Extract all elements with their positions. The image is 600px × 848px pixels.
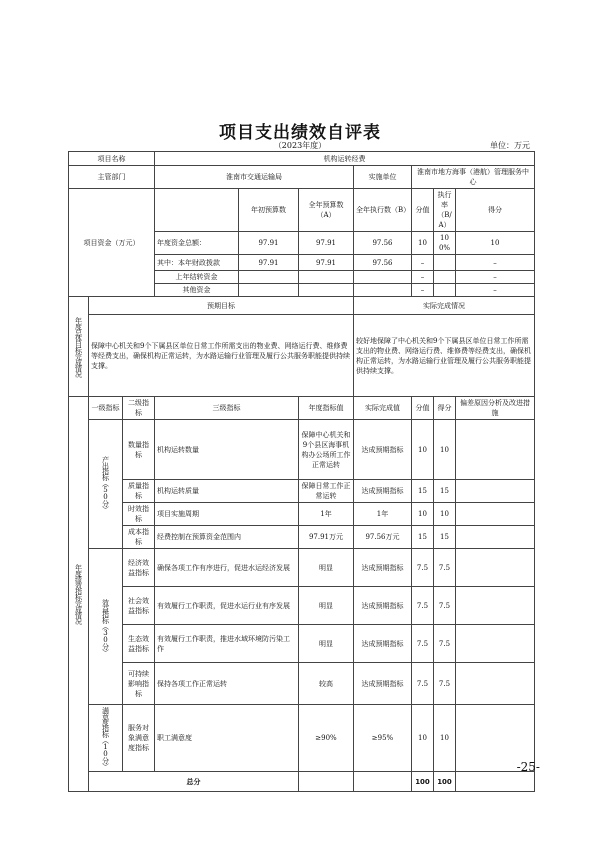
- funds-row-name: 年度资金总额：: [155, 232, 239, 255]
- perf-target: 97.91万元: [299, 526, 354, 549]
- perf-val: 15: [412, 480, 434, 503]
- perf-actual: 达成预期指标: [354, 420, 412, 480]
- perf-target: ≥90%: [299, 705, 354, 772]
- perf-level2: 服务对象满意度指标: [123, 705, 155, 772]
- perf-label: 年度绩效指标完成情况: [69, 397, 89, 792]
- funds-row-score: –: [456, 271, 535, 284]
- funds-row-exec: 97.56: [354, 232, 412, 255]
- evaluation-table: [68, 151, 535, 792]
- perf-header-notes: 偏差原因分析及改进措施: [456, 397, 535, 420]
- perf-val: 10: [412, 705, 434, 772]
- perf-level3: 项目实施周期: [155, 503, 299, 526]
- perf-header-level2: 二级指标: [123, 397, 155, 420]
- funds-row-score: –: [456, 284, 535, 297]
- perf-header-target: 年度指标值: [299, 397, 354, 420]
- funds-row-score: –: [456, 255, 535, 271]
- funds-row-budget: [299, 284, 354, 297]
- funds-header-exec: 全年执行数（B）: [354, 189, 412, 232]
- perf-actual: 达成预期指标: [354, 480, 412, 503]
- perf-header-score: 得分: [434, 397, 456, 420]
- perf-level3: 职工满意度: [155, 705, 299, 772]
- funds-row-init: [239, 284, 299, 297]
- perf-val: 7.5: [412, 625, 434, 663]
- project-name-label: 项目名称: [69, 152, 155, 166]
- perf-target: 保障中心机关和9个县区海事机构办公场所工作正常运转: [299, 420, 354, 480]
- perf-notes: [456, 526, 535, 549]
- funds-row-exec: [354, 284, 412, 297]
- year-label: （2023年度）: [273, 141, 327, 150]
- perf-level1: 效益指标（30分）: [89, 549, 123, 705]
- perf-level3: 机构运转质量: [155, 480, 299, 503]
- funds-row-val: –: [412, 284, 434, 297]
- perf-header-actual: 实际完成值: [354, 397, 412, 420]
- project-name-value: 机构运转经费: [155, 152, 535, 166]
- funds-row-exec: [354, 271, 412, 284]
- perf-notes: [456, 663, 535, 705]
- perf-level2: 质量指标: [123, 480, 155, 503]
- perf-header-level1: 一级指标: [89, 397, 123, 420]
- funds-row-name: 其他资金: [155, 284, 239, 297]
- perf-level2: 社会效益指标: [123, 587, 155, 625]
- funds-row-rate: [434, 255, 456, 271]
- perf-val: 10: [412, 420, 434, 480]
- perf-level3: 有效履行工作职责，推进水域环境防污染工作: [155, 625, 299, 663]
- funds-row-val: –: [412, 255, 434, 271]
- funds-row-val: 10: [412, 232, 434, 255]
- perf-actual: ≥95%: [354, 705, 412, 772]
- funds-row-rate: 100%: [434, 232, 456, 255]
- perf-target: 较高: [299, 663, 354, 705]
- perf-level2: 可持续影响指标: [123, 663, 155, 705]
- dept-value: 淮南市交通运输局: [155, 166, 354, 189]
- total-score: 100: [434, 772, 456, 792]
- funds-row-rate: [434, 271, 456, 284]
- perf-val: 7.5: [412, 587, 434, 625]
- funds-label: 项目资金（万元）: [69, 189, 155, 297]
- perf-actual: 达成预期指标: [354, 549, 412, 587]
- perf-header-val: 分值: [412, 397, 434, 420]
- perf-score: 7.5: [434, 663, 456, 705]
- funds-row-exec: 97.56: [354, 255, 412, 271]
- perf-notes: [456, 480, 535, 503]
- perf-level3: 经费控制在预算资金范围内: [155, 526, 299, 549]
- perf-score: 10: [434, 420, 456, 480]
- perf-score: 15: [434, 526, 456, 549]
- perf-level2: 时效指标: [123, 503, 155, 526]
- funds-row-rate: [434, 284, 456, 297]
- impl-label: 实施单位: [354, 166, 412, 189]
- perf-target: 明显: [299, 625, 354, 663]
- perf-score: 10: [434, 503, 456, 526]
- perf-header-level3: 三级指标: [155, 397, 299, 420]
- perf-notes: [456, 549, 535, 587]
- perf-score: 10: [434, 705, 456, 772]
- total-val: 100: [412, 772, 434, 792]
- page-title: 项目支出绩效自评表: [219, 123, 381, 143]
- perf-target: 明显: [299, 587, 354, 625]
- perf-level2: 生态效益指标: [123, 625, 155, 663]
- funds-row-budget: 97.91: [299, 232, 354, 255]
- funds-row-init: 97.91: [239, 232, 299, 255]
- funds-row-budget: [299, 271, 354, 284]
- perf-target: 明显: [299, 549, 354, 587]
- funds-row-init: [239, 271, 299, 284]
- perf-notes: [456, 420, 535, 480]
- perf-actual: 97.56万元: [354, 526, 412, 549]
- funds-header-rate: 执行率（B/A）: [434, 189, 456, 232]
- perf-val: 10: [412, 503, 434, 526]
- perf-level3: 保持各项工作正常运转: [155, 663, 299, 705]
- impl-value: 淮南市地方海事（港航）管理服务中心: [412, 166, 535, 189]
- funds-row-name: 上年结转资金: [155, 271, 239, 284]
- perf-level2: 经济效益指标: [123, 549, 155, 587]
- perf-notes: [456, 625, 535, 663]
- perf-level3: 确保各项工作有序进行，促进水运经济发展: [155, 549, 299, 587]
- perf-notes: [456, 587, 535, 625]
- funds-row-score: 10: [456, 232, 535, 255]
- perf-val: 7.5: [412, 663, 434, 705]
- perf-level3: 机构运转数量: [155, 420, 299, 480]
- perf-notes: [456, 503, 535, 526]
- perf-level3: 有效履行工作职责，促进水运行业有序发展: [155, 587, 299, 625]
- funds-header-init: 年初预算数: [239, 189, 299, 232]
- funds-row-name: 其中：本年财政拨款: [155, 255, 239, 271]
- perf-level1: 产出指标（50分）: [89, 420, 123, 549]
- perf-target: 1年: [299, 503, 354, 526]
- perf-level2: 成本指标: [123, 526, 155, 549]
- perf-score: 7.5: [434, 625, 456, 663]
- perf-actual: 1年: [354, 503, 412, 526]
- funds-row-budget: 97.91: [299, 255, 354, 271]
- total-label: 总分: [89, 772, 299, 792]
- dept-label: 主管部门: [69, 166, 155, 189]
- perf-score: 15: [434, 480, 456, 503]
- funds-row-val: –: [412, 271, 434, 284]
- perf-level1: 满意度指标（10分）: [89, 705, 123, 772]
- unit-label: 单位：万元: [490, 141, 530, 150]
- funds-header-score: 得分: [456, 189, 535, 232]
- perf-actual: 达成预期指标: [354, 587, 412, 625]
- perf-level2: 数量指标: [123, 420, 155, 480]
- funds-row-init: 97.91: [239, 255, 299, 271]
- funds-header-val: 分值: [412, 189, 434, 232]
- perf-val: 7.5: [412, 549, 434, 587]
- page-number: -25-: [516, 760, 540, 774]
- perf-score: 7.5: [434, 587, 456, 625]
- goals-expected-text: 保障中心机关和9个下属县区单位日常工作所需支出的物业费、网络运行费、维修费等经费支出，确保机构正常运转，为水路运输行业管理及履行公共服务职能提供持续支撑。: [89, 315, 354, 397]
- perf-val: 15: [412, 526, 434, 549]
- perf-actual: 达成预期指标: [354, 663, 412, 705]
- goals-expected-label: 预期目标: [89, 297, 354, 315]
- goals-actual-text: 较好地保障了中心机关和9个下属县区单位日常工作所需支出的物业费、网络运行费、维修费等经费支出，确保机构正常运转，为水路运输行业管理及履行公共服务职能提供持续支撑。: [354, 315, 535, 397]
- perf-score: 7.5: [434, 549, 456, 587]
- perf-actual: 达成预期指标: [354, 625, 412, 663]
- goals-actual-label: 实际完成情况: [354, 297, 535, 315]
- goals-label: 年度总体目标完成情况: [69, 297, 89, 397]
- perf-target: 保障日常工作正常运转: [299, 480, 354, 503]
- funds-header-budget: 全年预算数（A）: [299, 189, 354, 232]
